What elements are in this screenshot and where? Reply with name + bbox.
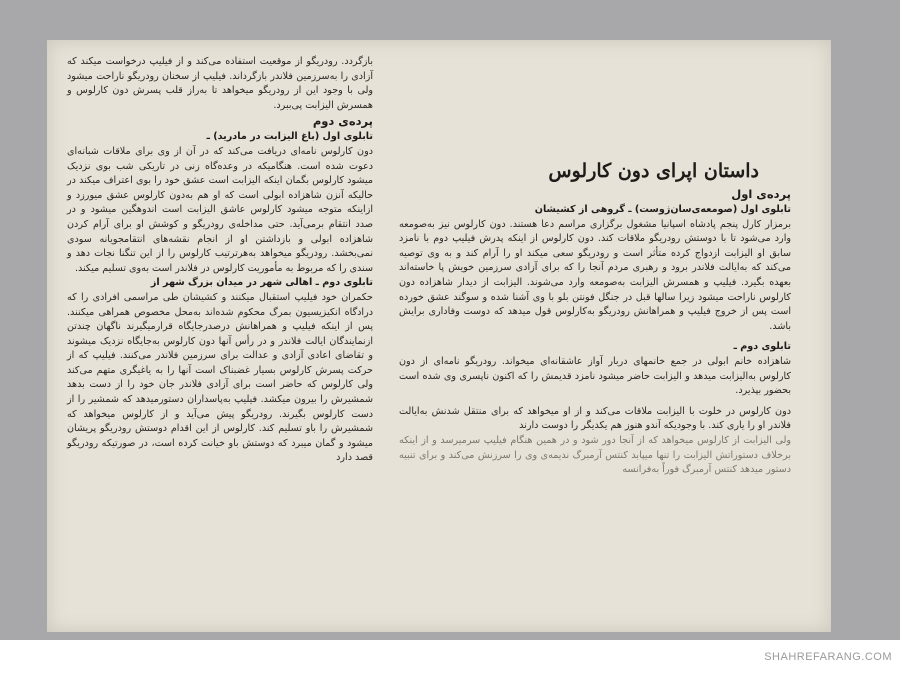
paragraph: دون کارلوس نامه‌ای دریافت می‌کند که در آن از وی برای ملاقات شبانه‌ای دعوت شده است. هنگامیکه در وعده‌گاه زنی در تاریکی شب بوی نزدیک میشود کارلوس بگمان اینکه الیزابت است عشق خود را بوی اعتراف میکند در حالیکه آنزن شاهزاده ابولی است که او هم به‌دون کارلوس عشق میورزد و ازاینکه متوجه میشود کارلوس عاشق الیزابت است اندوهگین میشود و در صدد انتقام برمی‌آید. حتی مداخله‌ی رودریگو و کوشش او برای آرام کردن شاهزاده ابولی و بازداشتن او از انجام نقشه‌های انتقامجویانه سودی نمی‌بخشد. رودریگو میخواهد به‌هرترتیب کارلوس را از این تنگنا نجات دهد و سندی را که مربوط به مأموریت کارلوس در فلاندر است به‌وی تسلیم میکند.	[67, 145, 373, 274]
paragraph: حکمران خود فیلیپ استقبال میکنند و کشیشان طی مراسمی افرادی را که درادگاه انکیزیسیون بمرگ محکوم شده‌اند به‌محل مخصوص همراهی میکنند. پس از اینکه فیلیپ و همراهانش درصدرجایگاه قرارمیگیرند ناگهان چندتن ازنمایندگان ایالت فلاندر و در رأس آنها دون کارلوس به‌جایگاه نزدیک میشوند و تقاضای اعادی آزادی و عدالت برای سرزمین فلاندر می‌کنند. فیلیپ که از حرکت پسرش کارلوس بسیار غضبناک است آنها را به یاغیگری متهم می‌کند ولی کارلوس که حاضر است برای آزادی فلاندر جان خود را از دست بدهد شمشیرش را بیرون میکشد. فیلیپ به‌پاسداران دستورمیدهد که شمشیر را از دست کارلوس بگیرند. رودریگو پیش می‌آید و از کارلوس میخواهد که شمشیرش را باو تسلیم کند. کارلوس از این اقدام دوستش رودریگو پریشان میشود و گمان میبرد که دوستش باو خیانت کرده است، در صورتیکه رودریگو قصد دارد	[67, 291, 373, 464]
right-column	[399, 156, 791, 478]
paragraph: برمزار کارل پنجم پادشاه اسپانیا مشغول برگزاری مراسم دعا هستند. دون کارلوس نیز به‌صومعه وارد می‌شود تا با دوستش رودریگو ملاقات کند. دون کارلوس از اینکه پدرش فیلیپ دوم با نامزد سابق او الیزابت ازدواج کرده متأثر است و رودریگو سعی میکند او را آرام کند و به وی توصیه می‌کند که به‌ایالت فلاندر برود و رهبری مردم آنجا را که برای آزادی سرزمین خویش پا خاسته‌اند بعهده بگیرد. فیلیپ و همسرش الیزابت به‌صومعه وارد می‌شوند. الیزابت از دیدار شاهزاده دون کارلوس ناراحت میشود زیرا سالها قبل در جنگل فونتن بلو با وی آشنا شده و سوگند عشق خورده است پس از خروج فیلیپ و همراهانش رودریگو به‌کارلوس قول میدهد که دوست وفاداری برایش باشد.	[399, 218, 791, 332]
watermark-text: SHAHREFARANG.COM	[764, 651, 892, 663]
article-title: داستان اپرای دون کارلوس	[548, 160, 759, 182]
paragraph: شاهزاده خانم ابولی در جمع خانمهای دربار آواز عاشقانه‌ای میخواند. رودریگو نامه‌ای از دون کارلوس به‌الیزابت میدهد و الیزابت حاضر میشود نامزد قدیمش را که اکنون ناپسری وی شده است بحضور بپذیرد.	[399, 355, 791, 397]
act-heading: پرده‌ی اول	[731, 187, 791, 201]
act-heading: پرده‌ی دوم	[312, 114, 373, 129]
right-column-body	[399, 186, 791, 478]
scene-heading: تابلوی اول (صومعه‌ی‌سان‌ژوست) ـ گروهی از کشیشان	[534, 204, 791, 215]
scene-heading: تابلوی دوم ـ	[733, 341, 791, 353]
paragraph: دون کارلوس در خلوت با الیزابت ملاقات می‌کند و از او میخواهد که برای منتقل شدنش به‌ایالت فلاندر او را یاری کند. با وجودیکه آندو هنوز هم یکدیگر را دوست دارند	[399, 405, 791, 432]
paragraph: بازگردد. رودریگو از موقعیت استفاده می‌کند و از فیلیپ درخواست میکند که آزادی را به‌سرزمین فلاندر بازگرداند. فیلیپ از سخنان رودریگو ناراحت میشود ولی با وجود این از رودریگو میخواهد تا به‌راز قلب پسرش دون کارلوس و همسرش الیزابت پی‌ببرد.	[67, 56, 373, 111]
magazine-page	[47, 40, 831, 632]
paragraph: ولی الیزابت از کارلوس میخواهد که از آنجا دور شود و در همین هنگام فیلیپ سرمیرسد و از اینکه برخلاف دستوراتش الیزابت را تنها میپابد کنتس آرمبرگ ندیمه‌ی وی را سرزنش می‌کند و برای تنبیه دستور میدهد کنتس آرمبرگ فوراً به‌فرانسه	[399, 434, 791, 476]
scene-heading: تابلوی دوم ـ اهالی شهر در میدان بزرگ شهر از	[150, 277, 373, 289]
left-column	[67, 55, 373, 466]
scene-heading: تابلوی اول (باغ الیزابت در مادرید) ـ	[206, 131, 373, 143]
